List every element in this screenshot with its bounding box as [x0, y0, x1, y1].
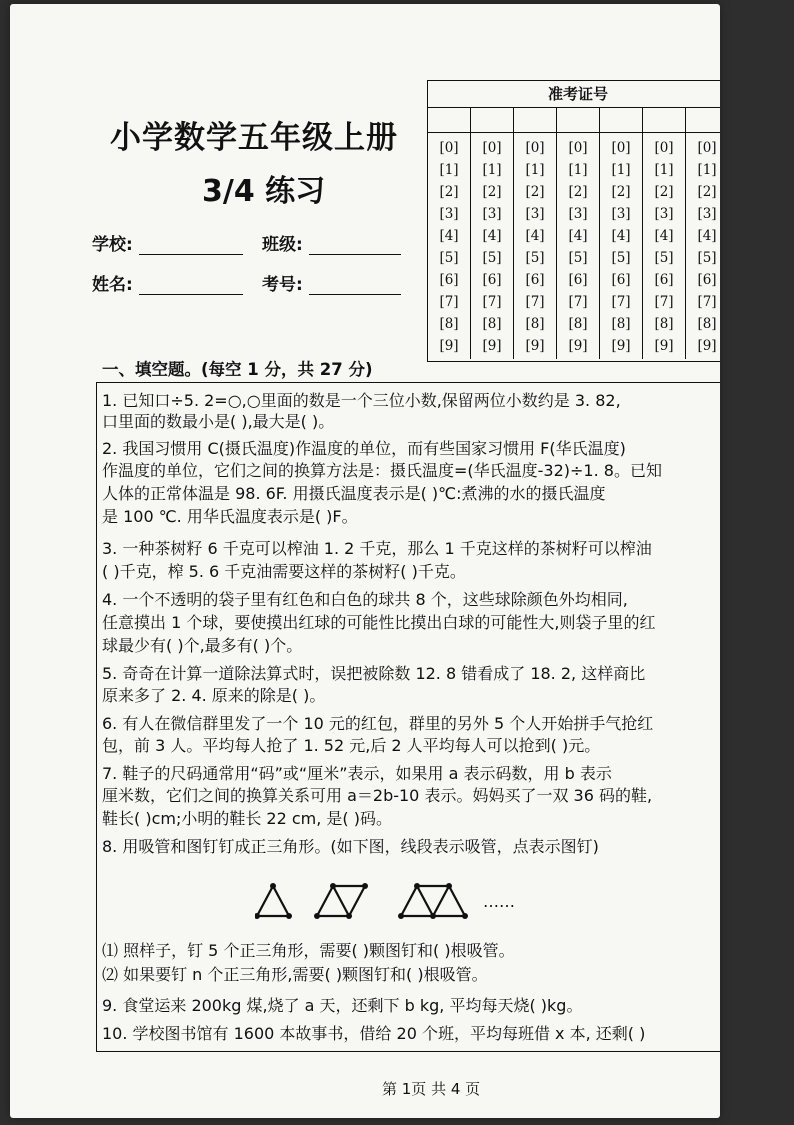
admission-digit-option[interactable]: [5]: [482, 250, 502, 266]
admission-write-cell[interactable]: [471, 108, 514, 132]
question-line: ( )千克，榨 5. 6 千克油需要这样的茶树籽( )千克。: [102, 562, 466, 581]
name-blank[interactable]: [139, 294, 243, 295]
admission-digit-option[interactable]: [5]: [697, 250, 717, 266]
admission-digit-option[interactable]: [2]: [482, 184, 502, 200]
section-heading: 一、填空题。(每空 1 分，共 27 分): [102, 360, 373, 379]
admission-digit-column: [600, 133, 643, 359]
admission-digit-option[interactable]: [6]: [697, 272, 717, 288]
question-line: 1. 已知口÷5. 2=○,○里面的数是一个三位小数,保留两位小数约是 3. 82,: [102, 391, 621, 410]
admission-digit-option[interactable]: [8]: [654, 316, 674, 332]
admission-digit-option[interactable]: [1]: [568, 162, 588, 178]
admission-digit-option[interactable]: [4]: [568, 228, 588, 244]
admission-number-grid: [427, 80, 720, 362]
admission-digit-option[interactable]: [1]: [525, 162, 545, 178]
admission-digit-option[interactable]: [0]: [525, 140, 545, 156]
admission-digit-column: [514, 133, 557, 359]
question-line: 口里面的数最小是( ),最大是( )。: [102, 412, 335, 431]
question-line: 是 100 ℃. 用华氏温度表示是( )F。: [102, 507, 358, 526]
page-footer: 第 1页 共 4 页: [382, 1080, 481, 1098]
admission-digit-option[interactable]: [3]: [439, 206, 459, 222]
question-line: 5. 奇奇在计算一道除法算式时，误把被除数 12. 8 错看成了 18. 2, 这样商比: [102, 664, 646, 683]
admission-digit-option[interactable]: [8]: [697, 316, 717, 332]
admission-write-cell[interactable]: [557, 108, 600, 132]
pin-dot: [314, 913, 320, 919]
school-field: [92, 230, 243, 255]
question-line: 原来多了 2. 4. 原来的除是( )。: [102, 686, 326, 705]
admission-digit-option[interactable]: [1]: [482, 162, 502, 178]
admission-digit-option[interactable]: [9]: [654, 338, 674, 354]
question-line: 10. 学校图书馆有 1600 本故事书，借给 20 个班，平均每班借 x 本, 还剩( ): [102, 1024, 646, 1043]
admission-digit-option[interactable]: [3]: [525, 206, 545, 222]
admission-digit-option[interactable]: [7]: [697, 294, 717, 310]
admission-number-title: 准考证号: [428, 81, 720, 108]
admission-digit-option[interactable]: [4]: [482, 228, 502, 244]
admission-digit-option[interactable]: [0]: [482, 140, 502, 156]
admission-digit-option[interactable]: [6]: [482, 272, 502, 288]
pin-dot: [462, 913, 468, 919]
admission-digit-option[interactable]: [6]: [611, 272, 631, 288]
pin-dot: [362, 883, 368, 889]
admission-digit-option[interactable]: [7]: [568, 294, 588, 310]
question-line: 9. 食堂运来 200kg 煤,烧了 a 天，还剩下 b kg, 平均每天烧( )kg。: [102, 996, 583, 1015]
admission-digit-option[interactable]: [8]: [439, 316, 459, 332]
question-line: 3. 一种茶树籽 6 千克可以榨油 1. 2 千克，那么 1 千克这样的茶树籽可以榨油: [102, 539, 652, 558]
admission-digit-option[interactable]: [0]: [697, 140, 717, 156]
admission-write-cell[interactable]: [428, 108, 471, 132]
admission-digit-option[interactable]: [6]: [525, 272, 545, 288]
question-line: ⑵ 如果要钉 n 个正三角形,需要( )颗图钉和( )根吸管。: [102, 965, 488, 984]
figure-ellipsis: ……: [483, 892, 515, 911]
admission-digit-option[interactable]: [5]: [568, 250, 588, 266]
name-label: 姓名:: [92, 275, 133, 295]
admission-digit-option[interactable]: [5]: [654, 250, 674, 266]
admission-write-cell[interactable]: [600, 108, 643, 132]
exam-number-field: [262, 270, 401, 295]
pin-dot: [270, 883, 276, 889]
pin-dot: [398, 913, 404, 919]
admission-digit-option[interactable]: [4]: [697, 228, 717, 244]
question-line: 作温度的单位，它们之间的换算方法是：摄氏温度=(华氏温度-32)÷1. 8。已知: [102, 461, 662, 480]
admission-digit-option[interactable]: [2]: [568, 184, 588, 200]
admission-digit-column: [643, 133, 686, 359]
admission-digit-option[interactable]: [2]: [611, 184, 631, 200]
admission-digit-option[interactable]: [0]: [439, 140, 459, 156]
admission-digit-option[interactable]: [2]: [654, 184, 674, 200]
admission-digit-column: [686, 133, 720, 359]
exam-number-blank[interactable]: [309, 294, 401, 295]
pin-dot: [414, 883, 420, 889]
admission-digit-column: [557, 133, 600, 359]
admission-digit-option[interactable]: [3]: [654, 206, 674, 222]
admission-digit-option[interactable]: [0]: [568, 140, 588, 156]
admission-digit-option[interactable]: [7]: [439, 294, 459, 310]
question-line: 人体的正常体温是 98. 6F. 用摄氏温度表示是( )℃:煮沸的水的摄氏温度: [102, 484, 606, 503]
admission-digit-column: [428, 133, 471, 359]
admission-digit-option[interactable]: [2]: [697, 184, 717, 200]
question-line: 厘米数，它们之间的换算关系可用 a＝2b-10 表示。妈妈买了一双 36 码的鞋,: [102, 786, 653, 805]
admission-digit-option[interactable]: [1]: [611, 162, 631, 178]
exam-number-label: 考号:: [262, 275, 303, 295]
admission-digit-option[interactable]: [3]: [697, 206, 717, 222]
admission-digit-option[interactable]: [8]: [482, 316, 502, 332]
question-line: 6. 有人在微信群里发了一个 10 元的红包，群里的另外 5 个人开始拼手气抢红: [102, 714, 654, 733]
pin-dot: [430, 913, 436, 919]
admission-write-row: [428, 108, 720, 133]
admission-digit-option[interactable]: [5]: [611, 250, 631, 266]
admission-digit-option[interactable]: [8]: [568, 316, 588, 332]
admission-digit-option[interactable]: [4]: [439, 228, 459, 244]
admission-digit-option[interactable]: [4]: [525, 228, 545, 244]
admission-digit-option[interactable]: [3]: [568, 206, 588, 222]
question-line: 任意摸出 1 个球，要使摸出红球的可能性比摸出白球的可能性大,则袋子里的红: [102, 613, 656, 632]
admission-digit-option[interactable]: [2]: [439, 184, 459, 200]
admission-digit-columns: [428, 133, 720, 359]
triangle-3a: [401, 886, 433, 916]
triangle-figure: [255, 874, 485, 926]
triangle-2a: [317, 886, 349, 916]
admission-digit-option[interactable]: [7]: [525, 294, 545, 310]
admission-digit-option[interactable]: [3]: [482, 206, 502, 222]
admission-digit-option[interactable]: [1]: [654, 162, 674, 178]
pin-dot: [446, 883, 452, 889]
exam-title: 小学数学五年级上册: [110, 120, 398, 156]
admission-digit-option[interactable]: [0]: [611, 140, 631, 156]
exam-subtitle: 3/4 练习: [202, 174, 326, 209]
admission-digit-option[interactable]: [5]: [525, 250, 545, 266]
admission-digit-option[interactable]: [9]: [697, 338, 717, 354]
admission-digit-option[interactable]: [6]: [568, 272, 588, 288]
admission-digit-option[interactable]: [6]: [439, 272, 459, 288]
triangle-2b: [333, 886, 365, 916]
admission-digit-option[interactable]: [2]: [525, 184, 545, 200]
admission-digit-option[interactable]: [4]: [654, 228, 674, 244]
name-field: [92, 270, 243, 295]
question-line: ⑴ 照样子，钉 5 个正三角形，需要( )颗图钉和( )根吸管。: [102, 941, 515, 960]
admission-digit-option[interactable]: [9]: [439, 338, 459, 354]
question-line: 8. 用吸管和图钉钉成正三角形。(如下图，线段表示吸管，点表示图钉): [102, 837, 599, 856]
admission-digit-option[interactable]: [9]: [611, 338, 631, 354]
admission-digit-option[interactable]: [9]: [482, 338, 502, 354]
question-line: 2. 我国习惯用 C(摄氏温度)作温度的单位，而有些国家习惯用 F(华氏温度): [102, 439, 626, 458]
admission-digit-column: [471, 133, 514, 359]
pin-dot: [330, 883, 336, 889]
admission-digit-option[interactable]: [5]: [439, 250, 459, 266]
admission-digit-option[interactable]: [7]: [482, 294, 502, 310]
admission-digit-option[interactable]: [1]: [697, 162, 717, 178]
pin-dot: [286, 913, 292, 919]
pin-dot: [346, 913, 352, 919]
admission-digit-option[interactable]: [1]: [439, 162, 459, 178]
school-blank[interactable]: [139, 254, 243, 255]
admission-digit-option[interactable]: [4]: [611, 228, 631, 244]
question-line: 球最少有( )个,最多有( )个。: [102, 636, 303, 655]
admission-digit-option[interactable]: [7]: [654, 294, 674, 310]
admission-digit-option[interactable]: [3]: [611, 206, 631, 222]
class-label: 班级:: [262, 235, 303, 255]
admission-digit-option[interactable]: [9]: [525, 338, 545, 354]
admission-digit-option[interactable]: [9]: [568, 338, 588, 354]
admission-write-cell[interactable]: [686, 108, 720, 132]
admission-digit-option[interactable]: [6]: [654, 272, 674, 288]
admission-write-cell[interactable]: [643, 108, 686, 132]
triangle-1: [257, 886, 289, 916]
admission-digit-option[interactable]: [8]: [525, 316, 545, 332]
exam-paper: [10, 4, 720, 1118]
question-line: 4. 一个不透明的袋子里有红色和白色的球共 8 个，这些球除颜色外均相同,: [102, 590, 628, 609]
admission-digit-option[interactable]: [7]: [611, 294, 631, 310]
school-label: 学校:: [92, 235, 133, 255]
class-blank[interactable]: [309, 254, 401, 255]
admission-digit-option[interactable]: [8]: [611, 316, 631, 332]
admission-write-cell[interactable]: [514, 108, 557, 132]
class-field: [262, 230, 401, 255]
question-line: 包，前 3 人。平均每人抢了 1. 52 元,后 2 人平均每人可以抢到( )元。: [102, 736, 601, 755]
question-line: 7. 鞋子的尺码通常用“码”或“厘米”表示，如果用 a 表示码数，用 b 表示: [102, 764, 612, 783]
question-line: 鞋长( )cm;小明的鞋长 22 cm, 是( )码。: [102, 809, 393, 828]
admission-digit-option[interactable]: [0]: [654, 140, 674, 156]
